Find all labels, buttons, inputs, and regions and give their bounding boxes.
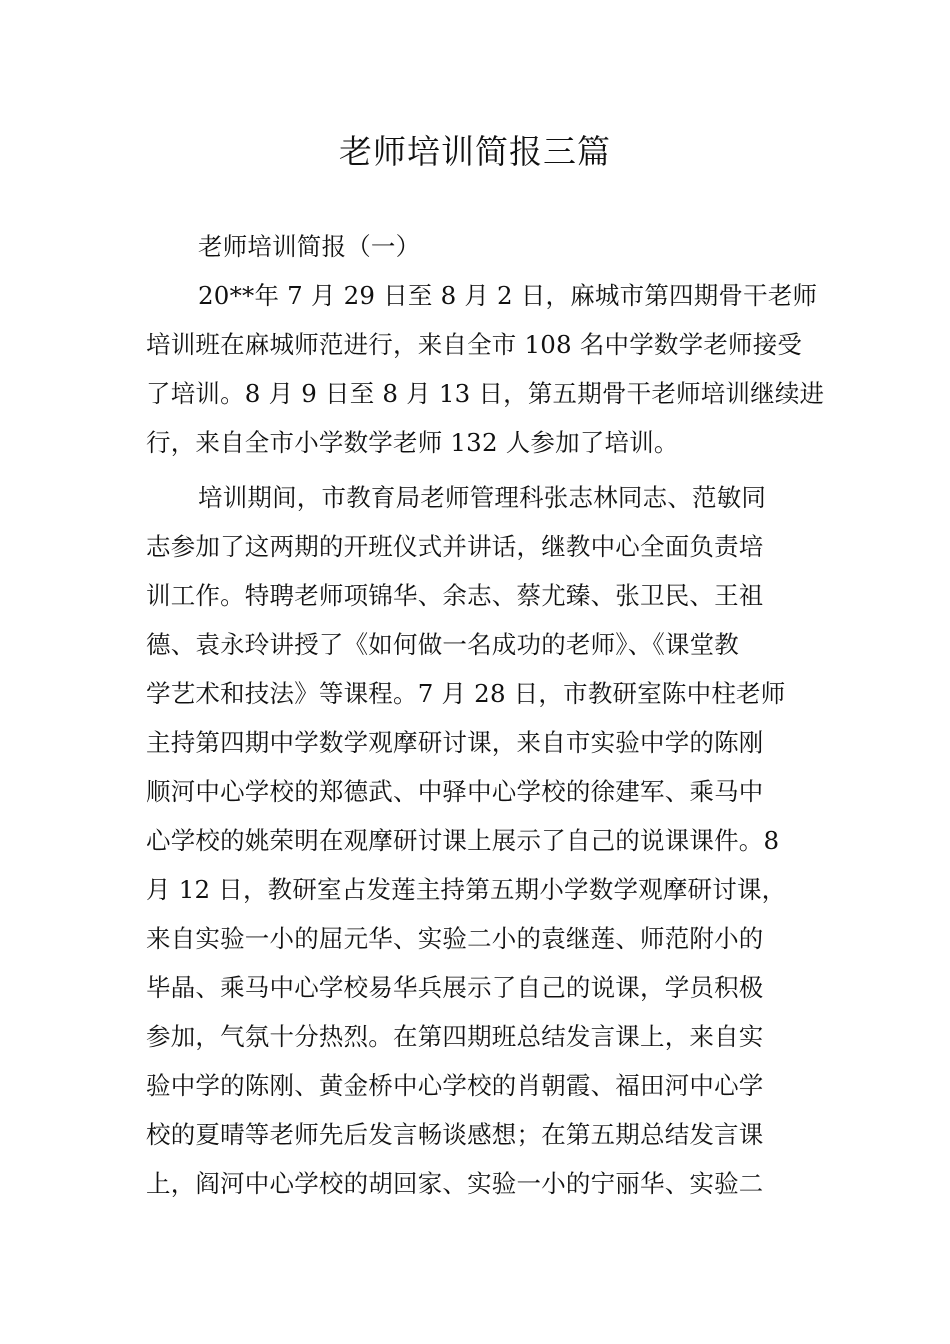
paragraph-line: 行，来自全市小学数学老师 132 人参加了培训。 <box>146 428 679 457</box>
paragraph-line: 上，阎河中心学校的胡回家、实验一小的宁丽华、实验二 <box>146 1169 764 1198</box>
paragraph-line: 顺河中心学校的郑德武、中驿中心学校的徐建军、乘马中 <box>146 777 764 806</box>
section-heading: 老师培训简报（一） <box>198 232 421 261</box>
paragraph-line: 来自实验一小的屈元华、实验二小的袁继莲、师范附小的 <box>146 924 764 953</box>
paragraph-line: 校的夏晴等老师先后发言畅谈感想；在第五期总结发言课 <box>146 1120 764 1149</box>
paragraph-line: 20**年 7 月 29 日至 8 月 2 日，麻城市第四期骨干老师 <box>198 281 818 310</box>
paragraph-line: 毕晶、乘马中心学校易华兵展示了自己的说课，学员积极 <box>146 973 764 1002</box>
paragraph-line: 学艺术和技法》等课程。7 月 28 日，市教研室陈中柱老师 <box>146 679 786 708</box>
paragraph-line: 主持第四期中学数学观摩研讨课，来自市实验中学的陈刚 <box>146 728 764 757</box>
document-body <box>146 222 825 1208</box>
paragraph-line: 培训期间，市教育局老师管理科张志林同志、范敏同 <box>198 483 767 512</box>
paragraph-line: 志参加了这两期的开班仪式并讲话，继教中心全面负责培 <box>146 532 764 561</box>
paragraph-line: 参加，气氛十分热烈。在第四期班总结发言课上，来自实 <box>146 1022 764 1051</box>
paragraph-line: 心学校的姚荣明在观摩研讨课上展示了自己的说课课件。8 <box>146 826 780 855</box>
paragraph-line: 了培训。8 月 9 日至 8 月 13 日，第五期骨干老师培训继续进 <box>146 379 825 408</box>
paragraph-line: 验中学的陈刚、黄金桥中心学校的肖朝霞、福田河中心学 <box>146 1071 764 1100</box>
paragraph-line: 德、袁永玲讲授了《如何做一名成功的老师》、《课堂教 <box>146 630 739 659</box>
document-title: 老师培训简报三篇 <box>339 132 611 171</box>
paragraph-line: 月 12 日，教研室占发莲主持第五期小学数学观摩研讨课， <box>146 875 787 904</box>
paragraph-line: 培训班在麻城师范进行，来自全市 108 名中学数学老师接受 <box>146 330 803 359</box>
paragraph-line: 训工作。特聘老师项锦华、余志、蔡尤臻、张卫民、王祖 <box>146 581 764 610</box>
